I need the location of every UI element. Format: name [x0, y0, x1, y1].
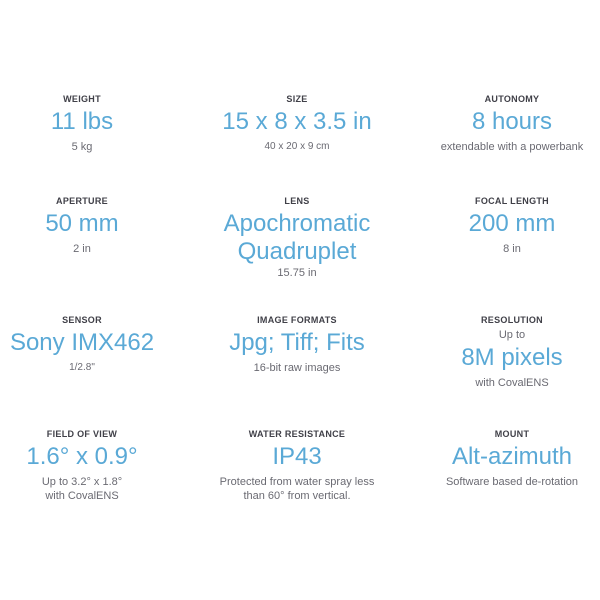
spec-label: WATER RESISTANCE	[248, 429, 346, 439]
spec-sub: 40 x 20 x 9 cm	[264, 141, 330, 152]
spec-value: 200 mm	[468, 210, 556, 237]
spec-sub: 5 kg	[71, 141, 93, 153]
spec-value-line: Apochromatic	[223, 210, 371, 237]
spec-sub-line: Up to 3.2° x 1.8°	[41, 476, 123, 488]
spec-sub: extendable with a powerbank	[440, 141, 584, 153]
spec-label: APERTURE	[56, 196, 108, 206]
spec-value: 8M pixels	[461, 344, 563, 371]
spec-pre: Up to	[498, 329, 526, 341]
spec-label: SIZE	[286, 94, 308, 104]
spec-focal-length	[412, 195, 600, 256]
spec-value: 15 x 8 x 3.5 in	[222, 108, 372, 135]
spec-sub-line: Protected from water spray less	[219, 476, 375, 488]
spec-sub: 2 in	[73, 243, 91, 255]
spec-label: FIELD OF VIEW	[46, 429, 118, 439]
spec-sub-line: than 60° from vertical.	[243, 490, 351, 502]
spec-value: Alt-azimuth	[451, 443, 573, 470]
spec-field-of-view	[0, 428, 182, 503]
spec-label: WEIGHT	[63, 94, 101, 104]
spec-label: MOUNT	[494, 429, 530, 439]
spec-sub: 16-bit raw images	[253, 362, 341, 374]
spec-value: 50 mm	[45, 210, 119, 237]
spec-label: AUTONOMY	[484, 94, 540, 104]
spec-value: 11 lbs	[50, 108, 114, 135]
spec-water-resistance	[197, 428, 397, 503]
spec-size	[197, 93, 397, 154]
spec-value: 1.6° x 0.9°	[26, 443, 138, 470]
spec-label: RESOLUTION	[480, 315, 543, 325]
spec-sub: 15.75 in	[277, 267, 317, 279]
spec-sub	[197, 475, 397, 503]
spec-sub	[0, 475, 182, 503]
spec-label: LENS	[284, 196, 310, 206]
spec-sub: 8 in	[503, 243, 521, 255]
spec-label: SENSOR	[62, 315, 102, 325]
spec-value: IP43	[272, 443, 322, 470]
spec-sub-line: with CovalENS	[45, 490, 119, 502]
spec-label: IMAGE FORMATS	[257, 315, 337, 325]
spec-value: Jpg; Tiff; Fits	[229, 329, 365, 356]
spec-sub: Software based de-rotation	[445, 476, 579, 488]
spec-image-formats	[197, 314, 397, 375]
spec-weight	[0, 93, 182, 154]
spec-resolution	[412, 314, 600, 390]
spec-value: Sony IMX462	[9, 329, 155, 356]
spec-value: 8 hours	[471, 108, 553, 135]
spec-value	[197, 210, 397, 266]
spec-autonomy	[412, 93, 600, 154]
spec-mount	[412, 428, 600, 489]
spec-label: FOCAL LENGTH	[475, 196, 549, 206]
spec-value-line: Quadruplet	[237, 238, 357, 265]
spec-aperture	[0, 195, 182, 256]
spec-sensor	[0, 314, 182, 375]
spec-sub: with CovalENS	[475, 377, 549, 389]
spec-sub: 1/2.8"	[69, 362, 95, 373]
spec-lens	[197, 195, 397, 280]
